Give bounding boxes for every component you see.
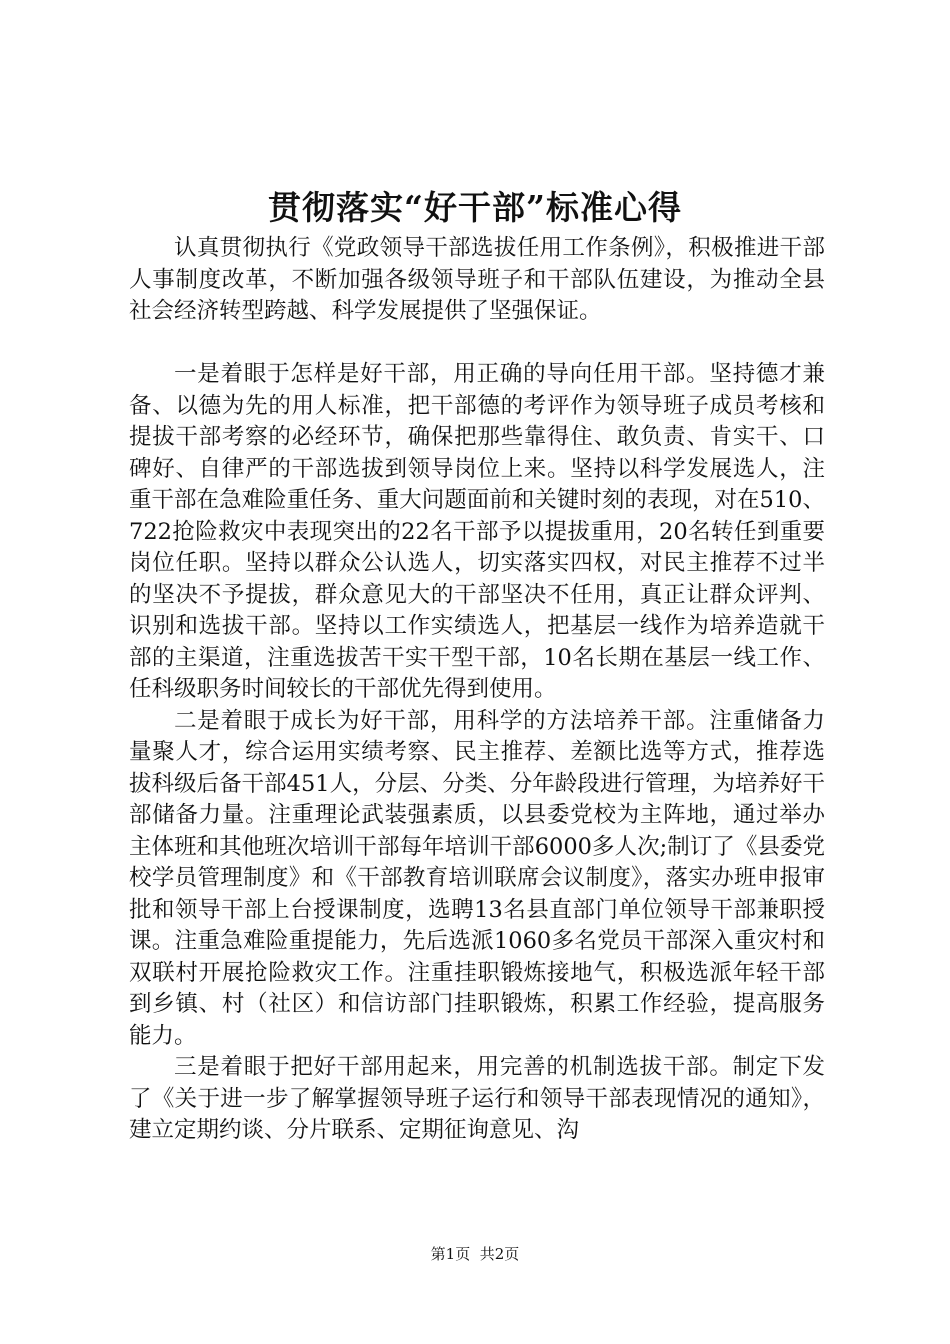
intro-paragraph: 认真贯彻执行《党政领导干部选拔任用工作条例》，积极推进干部人事制度改革，不断加强各级领导班子和干部队伍建设，为推动全县社会经济转型跨越、科学发展提供了坚强保证。 (129, 235, 825, 324)
paragraph-two: 二是着眼于成长为好干部，用科学的方法培养干部。注重储备力量聚人才，综合运用实绩考察、民主推荐、差额比选等方式，推荐选拔科级后备干部451人，分层、分类、分年龄段进行管理，为培养好干部储备力量。注重理论武装强素质，以县委党校为主阵地，通过举办主体班和其他班次培训干部每年培训干部6000多人次;制订了《县委党校学员管理制度》和《干部教育培训联席会议制度》，落实办班申报审批和领导干部上台授课制度，选聘13名县直部门单位领导干部兼职授课。注重急难险重提能力，先后选派1060多名党员干部深入重灾村和双联村开展抢险救灾工作。注重挂职锻炼接地气，积极选派年轻干部到乡镇、村（社区）和信访部门挂职锻炼，积累工作经验，提高服务能力。 (129, 707, 825, 1049)
paragraph-three: 三是着眼于把好干部用起来，用完善的机制选拔干部。制定下发了《关于进一步了解掌握领导班子运行和领导干部表现情况的通知》，建立定期约谈、分片联系、定期征询意见、沟 (129, 1054, 825, 1143)
page-footer (0, 1244, 950, 1264)
document-body (129, 233, 825, 1147)
page-total: 共2页 (479, 1245, 520, 1263)
document-title: 贯彻落实“好干部”标准心得 (268, 188, 682, 227)
page-number: 第1页 (430, 1245, 471, 1263)
paragraph-one: 一是着眼于怎样是好干部，用正确的导向任用干部。坚持德才兼备、以德为先的用人标准，把干部德的考评作为领导班子成员考核和提拔干部考察的必经环节，确保把那些靠得住、敢负责、肯实干、口碑好、自律严的干部选拔到领导岗位上来。坚持以科学发展选人，注重干部在急难险重任务、重大问题面前和关键时刻的表现，对在510、722抢险救灾中表现突出的22名干部予以提拔重用，20名转任到重要岗位任职。坚持以群众公认选人，切实落实四权，对民主推荐不过半的坚决不予提拔，群众意见大的干部坚决不任用，真正让群众评判、识别和选拔干部。坚持以工作实绩选人，把基层一线作为培养造就干部的主渠道，注重选拔苦干实干型干部，10名长期在基层一线工作、任科级职务时间较长的干部优先得到使用。 (129, 361, 825, 702)
